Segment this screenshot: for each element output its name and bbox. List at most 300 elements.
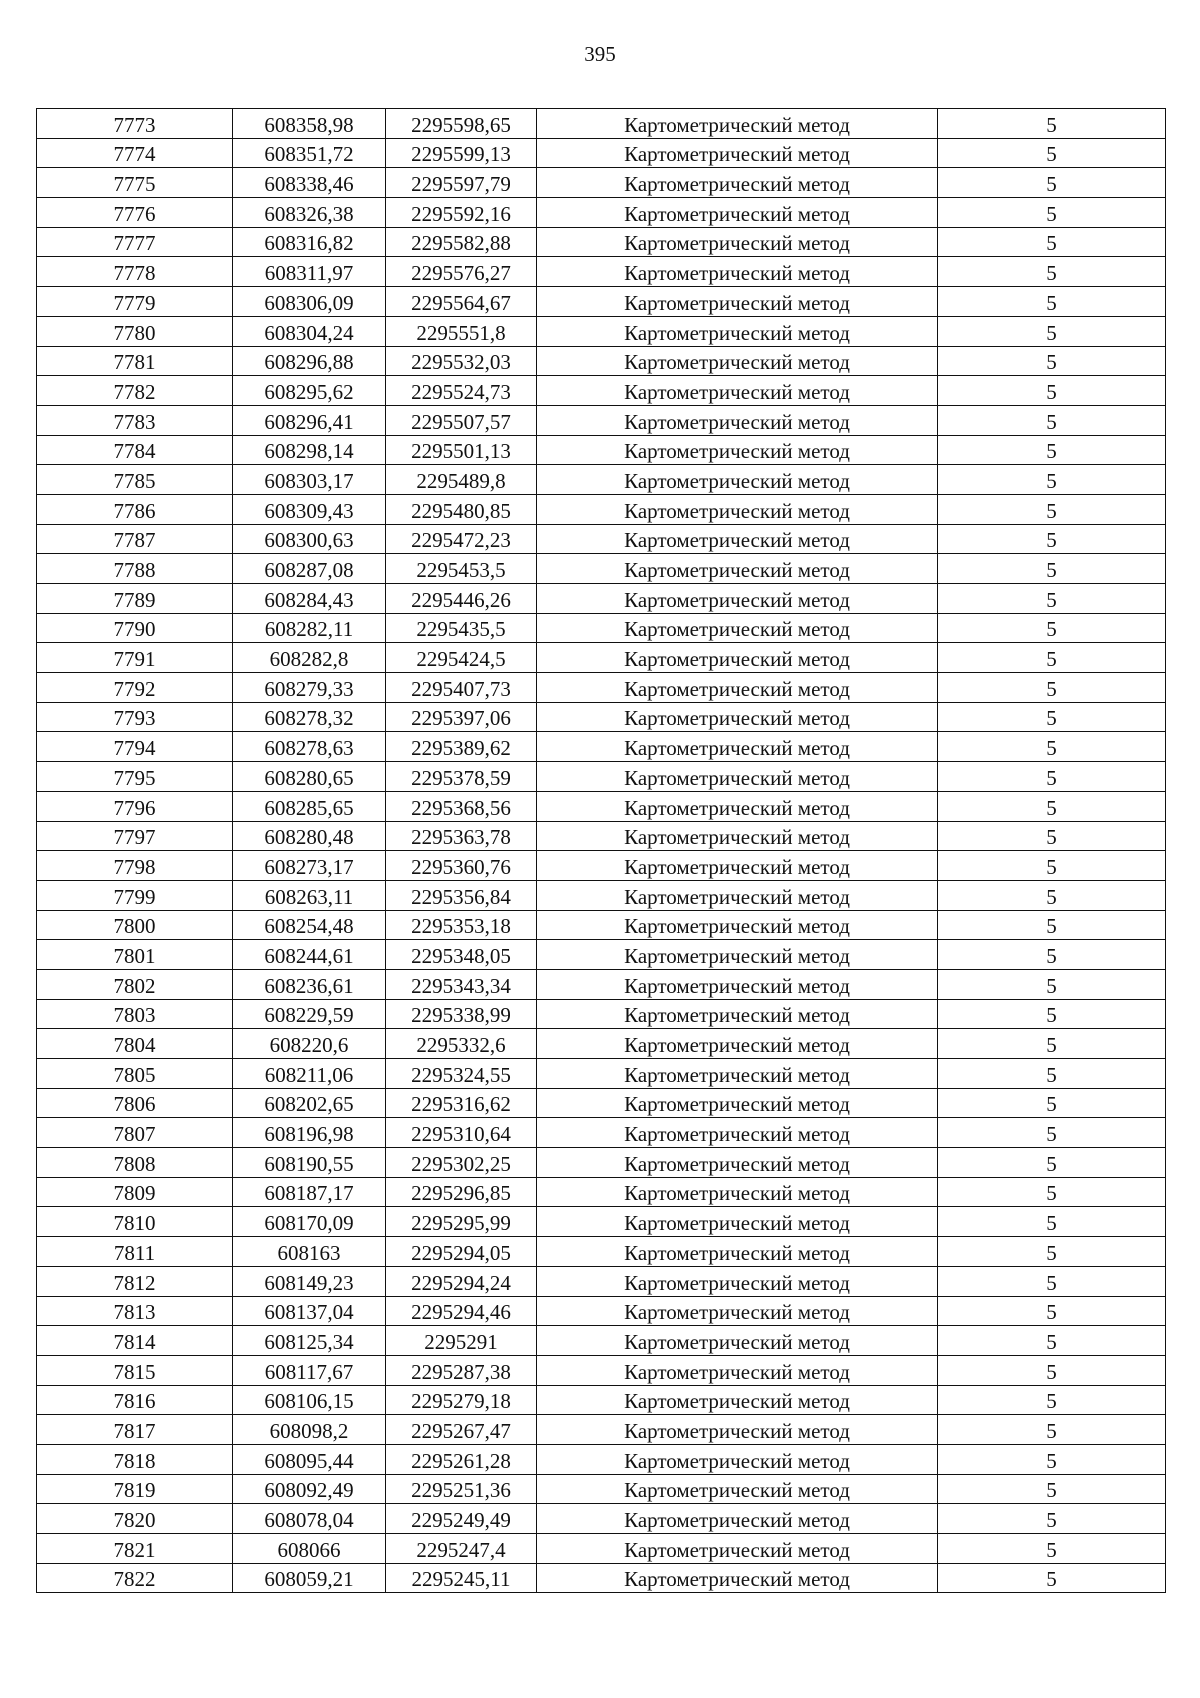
method-cell: Картометрический метод bbox=[537, 554, 938, 584]
accuracy-cell: 5 bbox=[938, 554, 1166, 584]
method-cell: Картометрический метод bbox=[537, 405, 938, 435]
accuracy-cell: 5 bbox=[938, 1326, 1166, 1356]
y-coordinate-cell: 2295389,62 bbox=[386, 732, 537, 762]
y-coordinate-cell: 2295302,25 bbox=[386, 1148, 537, 1178]
y-coordinate-cell: 2295294,46 bbox=[386, 1296, 537, 1326]
point-number-cell: 7792 bbox=[37, 673, 233, 703]
accuracy-cell: 5 bbox=[938, 1474, 1166, 1504]
table-row bbox=[37, 821, 1166, 851]
point-number-cell: 7815 bbox=[37, 1355, 233, 1385]
table-row bbox=[37, 1207, 1166, 1237]
x-coordinate-cell: 608263,11 bbox=[233, 880, 386, 910]
y-coordinate-cell: 2295267,47 bbox=[386, 1415, 537, 1445]
x-coordinate-cell: 608311,97 bbox=[233, 257, 386, 287]
point-number-cell: 7818 bbox=[37, 1444, 233, 1474]
y-coordinate-cell: 2295453,5 bbox=[386, 554, 537, 584]
y-coordinate-cell: 2295582,88 bbox=[386, 227, 537, 257]
point-number-cell: 7777 bbox=[37, 227, 233, 257]
y-coordinate-cell: 2295597,79 bbox=[386, 168, 537, 198]
x-coordinate-cell: 608211,06 bbox=[233, 1059, 386, 1089]
x-coordinate-cell: 608229,59 bbox=[233, 999, 386, 1029]
table-row bbox=[37, 1355, 1166, 1385]
point-number-cell: 7779 bbox=[37, 287, 233, 317]
accuracy-cell: 5 bbox=[938, 732, 1166, 762]
x-coordinate-cell: 608285,65 bbox=[233, 791, 386, 821]
table-row bbox=[37, 762, 1166, 792]
point-number-cell: 7813 bbox=[37, 1296, 233, 1326]
y-coordinate-cell: 2295424,5 bbox=[386, 643, 537, 673]
point-number-cell: 7778 bbox=[37, 257, 233, 287]
y-coordinate-cell: 2295310,64 bbox=[386, 1118, 537, 1148]
method-cell: Картометрический метод bbox=[537, 1326, 938, 1356]
table-row bbox=[37, 1504, 1166, 1534]
x-coordinate-cell: 608280,65 bbox=[233, 762, 386, 792]
y-coordinate-cell: 2295356,84 bbox=[386, 880, 537, 910]
x-coordinate-cell: 608326,38 bbox=[233, 198, 386, 228]
y-coordinate-cell: 2295551,8 bbox=[386, 316, 537, 346]
x-coordinate-cell: 608296,41 bbox=[233, 405, 386, 435]
method-cell: Картометрический метод bbox=[537, 1474, 938, 1504]
x-coordinate-cell: 608278,32 bbox=[233, 702, 386, 732]
y-coordinate-cell: 2295472,23 bbox=[386, 524, 537, 554]
method-cell: Картометрический метод bbox=[537, 287, 938, 317]
table-row bbox=[37, 1415, 1166, 1445]
point-number-cell: 7803 bbox=[37, 999, 233, 1029]
x-coordinate-cell: 608106,15 bbox=[233, 1385, 386, 1415]
y-coordinate-cell: 2295576,27 bbox=[386, 257, 537, 287]
x-coordinate-cell: 608254,48 bbox=[233, 910, 386, 940]
table-row bbox=[37, 910, 1166, 940]
method-cell: Картометрический метод bbox=[537, 880, 938, 910]
point-number-cell: 7804 bbox=[37, 1029, 233, 1059]
y-coordinate-cell: 2295435,5 bbox=[386, 613, 537, 643]
method-cell: Картометрический метод bbox=[537, 673, 938, 703]
accuracy-cell: 5 bbox=[938, 584, 1166, 614]
method-cell: Картометрический метод bbox=[537, 1355, 938, 1385]
table-row bbox=[37, 584, 1166, 614]
y-coordinate-cell: 2295378,59 bbox=[386, 762, 537, 792]
accuracy-cell: 5 bbox=[938, 109, 1166, 139]
table-row bbox=[37, 1059, 1166, 1089]
point-number-cell: 7800 bbox=[37, 910, 233, 940]
method-cell: Картометрический метод bbox=[537, 1444, 938, 1474]
method-cell: Картометрический метод bbox=[537, 940, 938, 970]
x-coordinate-cell: 608304,24 bbox=[233, 316, 386, 346]
accuracy-cell: 5 bbox=[938, 346, 1166, 376]
y-coordinate-cell: 2295363,78 bbox=[386, 821, 537, 851]
x-coordinate-cell: 608092,49 bbox=[233, 1474, 386, 1504]
method-cell: Картометрический метод bbox=[537, 198, 938, 228]
accuracy-cell: 5 bbox=[938, 673, 1166, 703]
accuracy-cell: 5 bbox=[938, 316, 1166, 346]
table-row bbox=[37, 109, 1166, 139]
table-row bbox=[37, 1118, 1166, 1148]
accuracy-cell: 5 bbox=[938, 940, 1166, 970]
x-coordinate-cell: 608306,09 bbox=[233, 287, 386, 317]
point-number-cell: 7799 bbox=[37, 880, 233, 910]
point-number-cell: 7784 bbox=[37, 435, 233, 465]
y-coordinate-cell: 2295480,85 bbox=[386, 494, 537, 524]
point-number-cell: 7788 bbox=[37, 554, 233, 584]
y-coordinate-cell: 2295332,6 bbox=[386, 1029, 537, 1059]
x-coordinate-cell: 608170,09 bbox=[233, 1207, 386, 1237]
table-row bbox=[37, 673, 1166, 703]
method-cell: Картометрический метод bbox=[537, 109, 938, 139]
accuracy-cell: 5 bbox=[938, 376, 1166, 406]
y-coordinate-cell: 2295324,55 bbox=[386, 1059, 537, 1089]
table-row bbox=[37, 999, 1166, 1029]
point-number-cell: 7810 bbox=[37, 1207, 233, 1237]
x-coordinate-cell: 608303,17 bbox=[233, 465, 386, 495]
method-cell: Картометрический метод bbox=[537, 316, 938, 346]
point-number-cell: 7798 bbox=[37, 851, 233, 881]
accuracy-cell: 5 bbox=[938, 1563, 1166, 1593]
method-cell: Картометрический метод bbox=[537, 1385, 938, 1415]
table-row bbox=[37, 1237, 1166, 1267]
accuracy-cell: 5 bbox=[938, 762, 1166, 792]
y-coordinate-cell: 2295245,11 bbox=[386, 1563, 537, 1593]
method-cell: Картометрический метод bbox=[537, 227, 938, 257]
table-row bbox=[37, 613, 1166, 643]
accuracy-cell: 5 bbox=[938, 880, 1166, 910]
point-number-cell: 7822 bbox=[37, 1563, 233, 1593]
table-row bbox=[37, 643, 1166, 673]
point-number-cell: 7796 bbox=[37, 791, 233, 821]
table-row bbox=[37, 791, 1166, 821]
point-number-cell: 7817 bbox=[37, 1415, 233, 1445]
table-row bbox=[37, 1266, 1166, 1296]
x-coordinate-cell: 608284,43 bbox=[233, 584, 386, 614]
method-cell: Картометрический метод bbox=[537, 346, 938, 376]
table-row bbox=[37, 969, 1166, 999]
accuracy-cell: 5 bbox=[938, 851, 1166, 881]
method-cell: Картометрический метод bbox=[537, 1059, 938, 1089]
method-cell: Картометрический метод bbox=[537, 1415, 938, 1445]
x-coordinate-cell: 608351,72 bbox=[233, 138, 386, 168]
point-number-cell: 7801 bbox=[37, 940, 233, 970]
x-coordinate-cell: 608244,61 bbox=[233, 940, 386, 970]
table-row bbox=[37, 227, 1166, 257]
x-coordinate-cell: 608287,08 bbox=[233, 554, 386, 584]
point-number-cell: 7774 bbox=[37, 138, 233, 168]
x-coordinate-cell: 608098,2 bbox=[233, 1415, 386, 1445]
accuracy-cell: 5 bbox=[938, 643, 1166, 673]
point-number-cell: 7802 bbox=[37, 969, 233, 999]
table-row bbox=[37, 1326, 1166, 1356]
x-coordinate-cell: 608149,23 bbox=[233, 1266, 386, 1296]
y-coordinate-cell: 2295599,13 bbox=[386, 138, 537, 168]
x-coordinate-cell: 608236,61 bbox=[233, 969, 386, 999]
method-cell: Картометрический метод bbox=[537, 1266, 938, 1296]
accuracy-cell: 5 bbox=[938, 1355, 1166, 1385]
accuracy-cell: 5 bbox=[938, 405, 1166, 435]
accuracy-cell: 5 bbox=[938, 227, 1166, 257]
x-coordinate-cell: 608059,21 bbox=[233, 1563, 386, 1593]
page-number: 395 bbox=[584, 42, 616, 66]
method-cell: Картометрический метод bbox=[537, 1207, 938, 1237]
table-row bbox=[37, 851, 1166, 881]
point-number-cell: 7806 bbox=[37, 1088, 233, 1118]
table-row bbox=[37, 1148, 1166, 1178]
y-coordinate-cell: 2295368,56 bbox=[386, 791, 537, 821]
table-row bbox=[37, 465, 1166, 495]
table-row bbox=[37, 1563, 1166, 1593]
table-row bbox=[37, 405, 1166, 435]
y-coordinate-cell: 2295501,13 bbox=[386, 435, 537, 465]
point-number-cell: 7816 bbox=[37, 1385, 233, 1415]
y-coordinate-cell: 2295524,73 bbox=[386, 376, 537, 406]
table-row bbox=[37, 168, 1166, 198]
x-coordinate-cell: 608295,62 bbox=[233, 376, 386, 406]
point-number-cell: 7819 bbox=[37, 1474, 233, 1504]
accuracy-cell: 5 bbox=[938, 1237, 1166, 1267]
method-cell: Картометрический метод bbox=[537, 376, 938, 406]
table-row bbox=[37, 1088, 1166, 1118]
x-coordinate-cell: 608066 bbox=[233, 1534, 386, 1564]
point-number-cell: 7785 bbox=[37, 465, 233, 495]
point-number-cell: 7821 bbox=[37, 1534, 233, 1564]
y-coordinate-cell: 2295294,24 bbox=[386, 1266, 537, 1296]
table-row bbox=[37, 880, 1166, 910]
point-number-cell: 7781 bbox=[37, 346, 233, 376]
method-cell: Картометрический метод bbox=[537, 138, 938, 168]
point-number-cell: 7811 bbox=[37, 1237, 233, 1267]
y-coordinate-cell: 2295247,4 bbox=[386, 1534, 537, 1564]
method-cell: Картометрический метод bbox=[537, 1296, 938, 1326]
y-coordinate-cell: 2295592,16 bbox=[386, 198, 537, 228]
method-cell: Картометрический метод bbox=[537, 435, 938, 465]
coordinates-table-body bbox=[37, 109, 1166, 1593]
point-number-cell: 7812 bbox=[37, 1266, 233, 1296]
x-coordinate-cell: 608196,98 bbox=[233, 1118, 386, 1148]
table-row bbox=[37, 376, 1166, 406]
x-coordinate-cell: 608278,63 bbox=[233, 732, 386, 762]
y-coordinate-cell: 2295287,38 bbox=[386, 1355, 537, 1385]
method-cell: Картометрический метод bbox=[537, 494, 938, 524]
method-cell: Картометрический метод bbox=[537, 999, 938, 1029]
accuracy-cell: 5 bbox=[938, 494, 1166, 524]
point-number-cell: 7793 bbox=[37, 702, 233, 732]
point-number-cell: 7776 bbox=[37, 198, 233, 228]
y-coordinate-cell: 2295294,05 bbox=[386, 1237, 537, 1267]
method-cell: Картометрический метод bbox=[537, 1534, 938, 1564]
y-coordinate-cell: 2295295,99 bbox=[386, 1207, 537, 1237]
y-coordinate-cell: 2295507,57 bbox=[386, 405, 537, 435]
y-coordinate-cell: 2295360,76 bbox=[386, 851, 537, 881]
y-coordinate-cell: 2295598,65 bbox=[386, 109, 537, 139]
y-coordinate-cell: 2295296,85 bbox=[386, 1177, 537, 1207]
accuracy-cell: 5 bbox=[938, 999, 1166, 1029]
y-coordinate-cell: 2295338,99 bbox=[386, 999, 537, 1029]
y-coordinate-cell: 2295489,8 bbox=[386, 465, 537, 495]
table-row bbox=[37, 494, 1166, 524]
x-coordinate-cell: 608298,14 bbox=[233, 435, 386, 465]
table-row bbox=[37, 1444, 1166, 1474]
accuracy-cell: 5 bbox=[938, 702, 1166, 732]
accuracy-cell: 5 bbox=[938, 791, 1166, 821]
method-cell: Картометрический метод bbox=[537, 702, 938, 732]
y-coordinate-cell: 2295316,62 bbox=[386, 1088, 537, 1118]
x-coordinate-cell: 608309,43 bbox=[233, 494, 386, 524]
method-cell: Картометрический метод bbox=[537, 584, 938, 614]
table-row bbox=[37, 346, 1166, 376]
method-cell: Картометрический метод bbox=[537, 732, 938, 762]
accuracy-cell: 5 bbox=[938, 168, 1166, 198]
x-coordinate-cell: 608163 bbox=[233, 1237, 386, 1267]
accuracy-cell: 5 bbox=[938, 969, 1166, 999]
table-row bbox=[37, 940, 1166, 970]
accuracy-cell: 5 bbox=[938, 1029, 1166, 1059]
y-coordinate-cell: 2295353,18 bbox=[386, 910, 537, 940]
x-coordinate-cell: 608358,98 bbox=[233, 109, 386, 139]
x-coordinate-cell: 608338,46 bbox=[233, 168, 386, 198]
x-coordinate-cell: 608190,55 bbox=[233, 1148, 386, 1178]
point-number-cell: 7775 bbox=[37, 168, 233, 198]
method-cell: Картометрический метод bbox=[537, 1563, 938, 1593]
x-coordinate-cell: 608282,11 bbox=[233, 613, 386, 643]
method-cell: Картометрический метод bbox=[537, 1237, 938, 1267]
accuracy-cell: 5 bbox=[938, 138, 1166, 168]
table-row bbox=[37, 702, 1166, 732]
accuracy-cell: 5 bbox=[938, 465, 1166, 495]
point-number-cell: 7797 bbox=[37, 821, 233, 851]
point-number-cell: 7805 bbox=[37, 1059, 233, 1089]
accuracy-cell: 5 bbox=[938, 435, 1166, 465]
point-number-cell: 7794 bbox=[37, 732, 233, 762]
accuracy-cell: 5 bbox=[938, 1415, 1166, 1445]
point-number-cell: 7809 bbox=[37, 1177, 233, 1207]
accuracy-cell: 5 bbox=[938, 1148, 1166, 1178]
table-row bbox=[37, 732, 1166, 762]
table-row bbox=[37, 138, 1166, 168]
method-cell: Картометрический метод bbox=[537, 613, 938, 643]
x-coordinate-cell: 608296,88 bbox=[233, 346, 386, 376]
method-cell: Картометрический метод bbox=[537, 1118, 938, 1148]
y-coordinate-cell: 2295348,05 bbox=[386, 940, 537, 970]
method-cell: Картометрический метод bbox=[537, 465, 938, 495]
y-coordinate-cell: 2295397,06 bbox=[386, 702, 537, 732]
x-coordinate-cell: 608125,34 bbox=[233, 1326, 386, 1356]
x-coordinate-cell: 608095,44 bbox=[233, 1444, 386, 1474]
method-cell: Картометрический метод bbox=[537, 1088, 938, 1118]
method-cell: Картометрический метод bbox=[537, 910, 938, 940]
accuracy-cell: 5 bbox=[938, 1118, 1166, 1148]
method-cell: Картометрический метод bbox=[537, 524, 938, 554]
point-number-cell: 7791 bbox=[37, 643, 233, 673]
method-cell: Картометрический метод bbox=[537, 969, 938, 999]
table-row bbox=[37, 1474, 1166, 1504]
method-cell: Картометрический метод bbox=[537, 1029, 938, 1059]
point-number-cell: 7787 bbox=[37, 524, 233, 554]
accuracy-cell: 5 bbox=[938, 257, 1166, 287]
table-row bbox=[37, 1534, 1166, 1564]
accuracy-cell: 5 bbox=[938, 1385, 1166, 1415]
x-coordinate-cell: 608316,82 bbox=[233, 227, 386, 257]
y-coordinate-cell: 2295407,73 bbox=[386, 673, 537, 703]
table-row bbox=[37, 316, 1166, 346]
point-number-cell: 7783 bbox=[37, 405, 233, 435]
coordinates-table bbox=[36, 108, 1166, 1593]
table-row bbox=[37, 1177, 1166, 1207]
x-coordinate-cell: 608187,17 bbox=[233, 1177, 386, 1207]
method-cell: Картометрический метод bbox=[537, 1504, 938, 1534]
method-cell: Картометрический метод bbox=[537, 791, 938, 821]
accuracy-cell: 5 bbox=[938, 910, 1166, 940]
method-cell: Картометрический метод bbox=[537, 821, 938, 851]
y-coordinate-cell: 2295564,67 bbox=[386, 287, 537, 317]
accuracy-cell: 5 bbox=[938, 1059, 1166, 1089]
accuracy-cell: 5 bbox=[938, 1207, 1166, 1237]
table-row bbox=[37, 1385, 1166, 1415]
table-row bbox=[37, 287, 1166, 317]
x-coordinate-cell: 608220,6 bbox=[233, 1029, 386, 1059]
point-number-cell: 7786 bbox=[37, 494, 233, 524]
method-cell: Картометрический метод bbox=[537, 168, 938, 198]
method-cell: Картометрический метод bbox=[537, 643, 938, 673]
accuracy-cell: 5 bbox=[938, 524, 1166, 554]
y-coordinate-cell: 2295249,49 bbox=[386, 1504, 537, 1534]
y-coordinate-cell: 2295279,18 bbox=[386, 1385, 537, 1415]
x-coordinate-cell: 608273,17 bbox=[233, 851, 386, 881]
table-row bbox=[37, 435, 1166, 465]
accuracy-cell: 5 bbox=[938, 821, 1166, 851]
point-number-cell: 7789 bbox=[37, 584, 233, 614]
y-coordinate-cell: 2295291 bbox=[386, 1326, 537, 1356]
y-coordinate-cell: 2295446,26 bbox=[386, 584, 537, 614]
y-coordinate-cell: 2295532,03 bbox=[386, 346, 537, 376]
table-row bbox=[37, 554, 1166, 584]
table-row bbox=[37, 1296, 1166, 1326]
accuracy-cell: 5 bbox=[938, 198, 1166, 228]
table-row bbox=[37, 524, 1166, 554]
point-number-cell: 7780 bbox=[37, 316, 233, 346]
y-coordinate-cell: 2295251,36 bbox=[386, 1474, 537, 1504]
point-number-cell: 7814 bbox=[37, 1326, 233, 1356]
method-cell: Картометрический метод bbox=[537, 1148, 938, 1178]
x-coordinate-cell: 608279,33 bbox=[233, 673, 386, 703]
accuracy-cell: 5 bbox=[938, 1177, 1166, 1207]
point-number-cell: 7782 bbox=[37, 376, 233, 406]
method-cell: Картометрический метод bbox=[537, 1177, 938, 1207]
accuracy-cell: 5 bbox=[938, 1504, 1166, 1534]
x-coordinate-cell: 608280,48 bbox=[233, 821, 386, 851]
table-row bbox=[37, 198, 1166, 228]
x-coordinate-cell: 608117,67 bbox=[233, 1355, 386, 1385]
accuracy-cell: 5 bbox=[938, 1266, 1166, 1296]
x-coordinate-cell: 608202,65 bbox=[233, 1088, 386, 1118]
point-number-cell: 7808 bbox=[37, 1148, 233, 1178]
point-number-cell: 7795 bbox=[37, 762, 233, 792]
accuracy-cell: 5 bbox=[938, 1444, 1166, 1474]
accuracy-cell: 5 bbox=[938, 1296, 1166, 1326]
method-cell: Картометрический метод bbox=[537, 851, 938, 881]
table-row bbox=[37, 257, 1166, 287]
y-coordinate-cell: 2295261,28 bbox=[386, 1444, 537, 1474]
x-coordinate-cell: 608300,63 bbox=[233, 524, 386, 554]
accuracy-cell: 5 bbox=[938, 287, 1166, 317]
point-number-cell: 7807 bbox=[37, 1118, 233, 1148]
method-cell: Картометрический метод bbox=[537, 762, 938, 792]
x-coordinate-cell: 608137,04 bbox=[233, 1296, 386, 1326]
x-coordinate-cell: 608078,04 bbox=[233, 1504, 386, 1534]
accuracy-cell: 5 bbox=[938, 1088, 1166, 1118]
point-number-cell: 7773 bbox=[37, 109, 233, 139]
point-number-cell: 7820 bbox=[37, 1504, 233, 1534]
method-cell: Картометрический метод bbox=[537, 257, 938, 287]
y-coordinate-cell: 2295343,34 bbox=[386, 969, 537, 999]
table-row bbox=[37, 1029, 1166, 1059]
accuracy-cell: 5 bbox=[938, 613, 1166, 643]
